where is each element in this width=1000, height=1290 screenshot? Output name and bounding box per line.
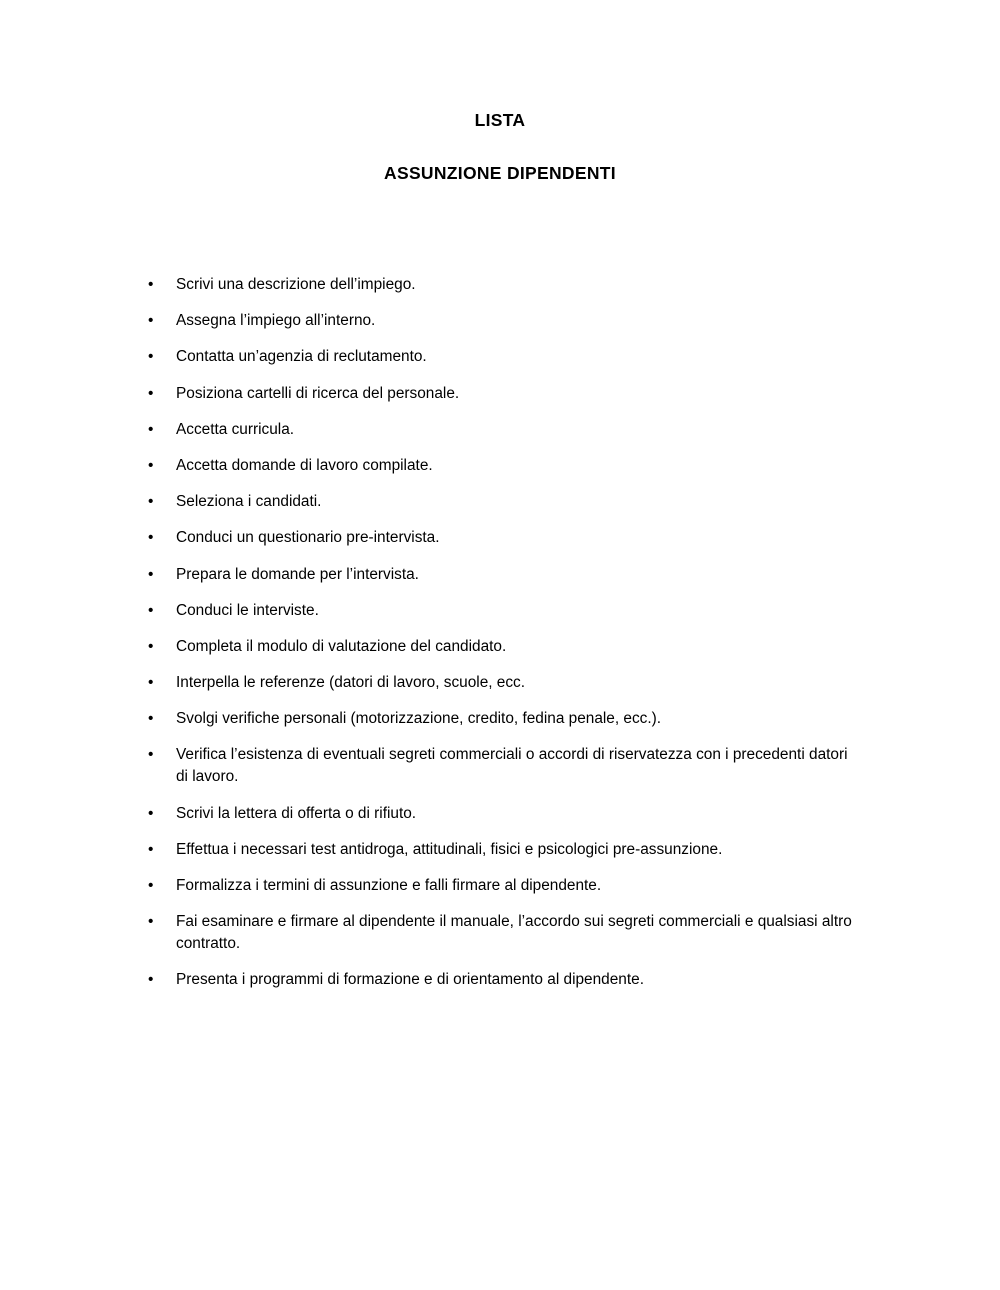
bullet-icon: • (148, 420, 154, 438)
list-item (148, 672, 860, 694)
bullet-icon: • (148, 529, 154, 547)
list-item (148, 491, 860, 513)
list-item (148, 274, 860, 296)
bullet-icon: • (148, 456, 154, 474)
list-item (148, 839, 860, 861)
bullet-icon: • (148, 710, 154, 728)
list-item (148, 600, 860, 622)
bullet-icon: • (148, 565, 154, 583)
bullet-icon: • (148, 384, 154, 402)
bullet-icon: • (148, 804, 154, 822)
list-item-text: Posiziona cartelli di ricerca del personale. (176, 384, 460, 402)
list-item-text: Contatta un’agenzia di reclutamento. (176, 348, 427, 366)
list-item (148, 708, 860, 730)
list-item (148, 803, 860, 825)
list-item-text: Verifica l’esistenza di eventuali segreti commerciali o accordi di riservatezza con i precedenti datori di lavoro. (176, 746, 848, 786)
list-item-text: Presenta i programmi di formazione e di orientamento al dipendente. (176, 971, 644, 989)
list-item (148, 564, 860, 586)
list-item (148, 911, 860, 955)
bullet-icon: • (148, 348, 154, 366)
checklist (148, 274, 860, 1006)
page-subtitle: ASSUNZIONE DIPENDENTI (384, 162, 616, 183)
list-item-text: Svolgi verifiche personali (motorizzazione, credito, fedina penale, ecc.). (176, 710, 662, 728)
page-title: LISTA (474, 110, 526, 130)
list-item (148, 455, 860, 477)
bullet-icon: • (148, 971, 154, 989)
list-item (148, 636, 860, 658)
list-item-text: Seleziona i candidati. (176, 493, 322, 511)
list-item (148, 310, 860, 332)
bullet-icon: • (148, 840, 154, 858)
list-item-text: Completa il modulo di valutazione del candidato. (176, 637, 507, 655)
list-item (148, 875, 860, 897)
bullet-icon: • (148, 601, 154, 619)
bullet-icon: • (148, 312, 154, 330)
list-item (148, 346, 860, 368)
list-item-text: Effettua i necessari test antidroga, attitudinali, fisici e psicologici pre-assunzione. (176, 840, 723, 858)
list-item-text: Fai esaminare e firmare al dipendente il manuale, l’accordo sui segreti commerciali e qualsiasi altro contratto. (176, 913, 852, 953)
list-item (148, 419, 860, 441)
bullet-icon: • (148, 493, 154, 511)
list-item-text: Conduci le interviste. (176, 601, 319, 619)
list-item (148, 527, 860, 549)
bullet-icon: • (148, 276, 154, 293)
list-item (148, 744, 860, 788)
list-item-text: Scrivi una descrizione dell’impiego. (176, 276, 416, 293)
list-item-text: Accetta curricula. (176, 420, 295, 438)
list-item (148, 969, 860, 991)
list-item-text: Formalizza i termini di assunzione e falli firmare al dipendente. (176, 877, 602, 894)
list-item-text: Accetta domande di lavoro compilate. (176, 456, 433, 474)
bullet-icon: • (148, 674, 154, 692)
list-item-text: Interpella le referenze (datori di lavoro, scuole, ecc. (176, 674, 526, 692)
list-item-text: Prepara le domande per l’intervista. (176, 565, 419, 583)
bullet-icon: • (148, 913, 154, 931)
bullet-icon: • (148, 877, 154, 894)
list-item-text: Assegna l’impiego all’interno. (176, 312, 376, 330)
list-item-text: Scrivi la lettera di offerta o di rifiuto. (176, 804, 417, 822)
bullet-icon: • (148, 746, 154, 764)
list-item (148, 383, 860, 405)
bullet-icon: • (148, 637, 154, 655)
list-item-text: Conduci un questionario pre-intervista. (176, 529, 440, 547)
document-heading-block (0, 112, 1000, 182)
